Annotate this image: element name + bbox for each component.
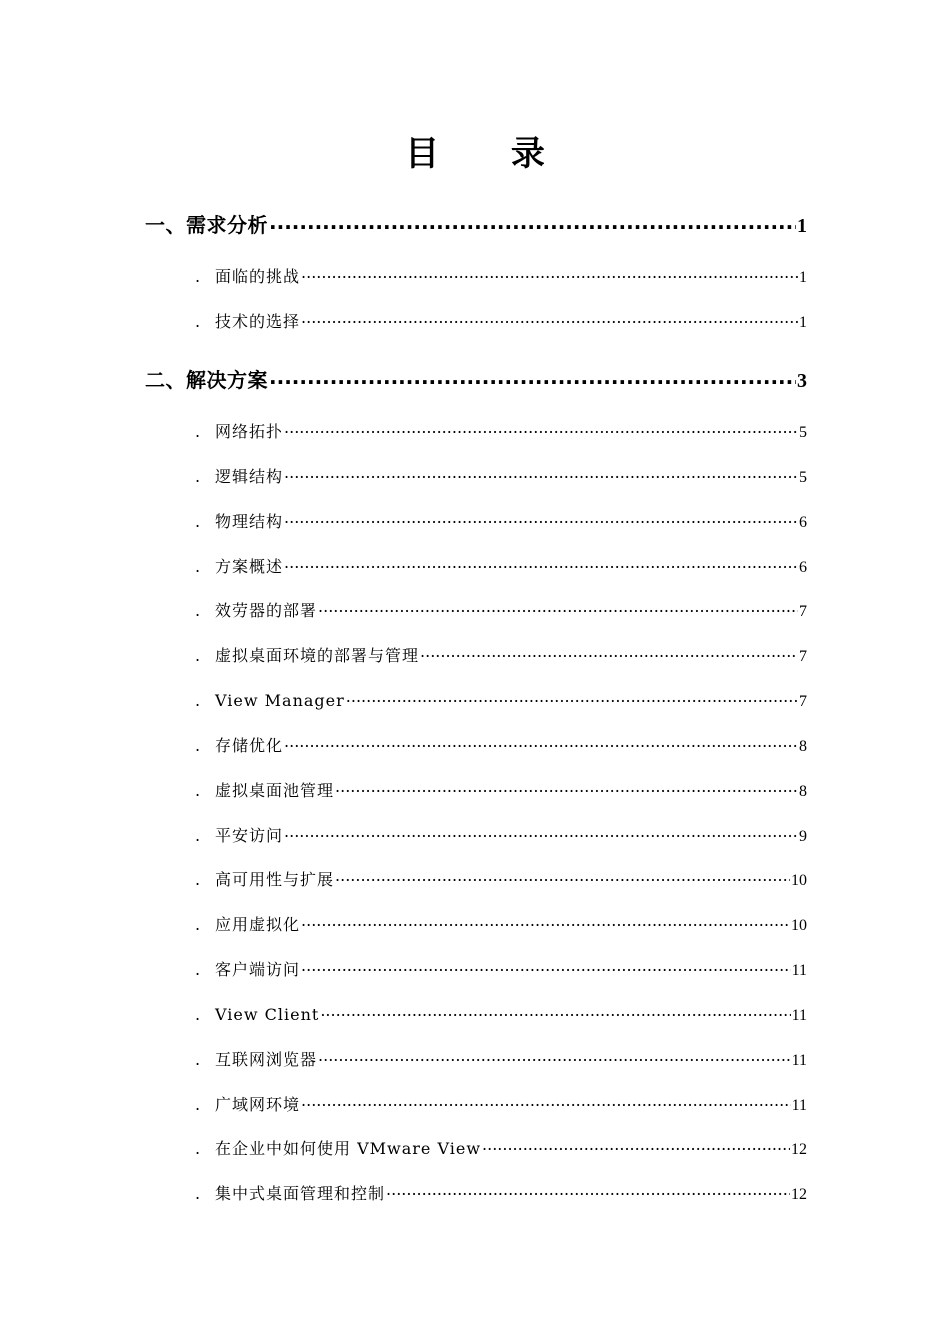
toc-entry[interactable] [195, 958, 807, 983]
toc-leader-dots [301, 1094, 791, 1110]
toc-bullet: . [195, 1139, 201, 1158]
toc-page-number: 6 [799, 559, 807, 576]
toc-page-number: 1 [797, 215, 807, 237]
toc-page-number: 3 [797, 370, 807, 392]
toc-entry-label: 网络拓扑 [215, 422, 284, 441]
toc-entry[interactable] [195, 1182, 807, 1207]
toc-entry-label: 逻辑结构 [215, 467, 284, 486]
toc-page-number: 1 [799, 314, 807, 331]
toc-page-number: 8 [799, 783, 807, 800]
toc-bullet: . [195, 267, 201, 286]
toc-leader-dots [346, 690, 798, 706]
toc-entry[interactable] [195, 779, 807, 804]
toc-leader-dots [284, 511, 798, 527]
toc-entry[interactable] [195, 689, 807, 714]
toc-bullet: . [195, 422, 201, 441]
toc-entry[interactable] [195, 310, 807, 335]
toc-entry[interactable] [195, 1003, 807, 1028]
toc-leader-dots [482, 1138, 790, 1154]
toc-leader-dots [318, 600, 798, 616]
toc-entry-label: View Manager [215, 691, 345, 710]
toc-leader-dots [301, 266, 798, 282]
toc-entry-label: 存储优化 [215, 736, 284, 755]
toc-bullet: . [195, 826, 201, 845]
toc-bullet: . [195, 1095, 201, 1114]
toc-entry[interactable] [195, 824, 807, 849]
toc-entry-section[interactable] [145, 211, 807, 240]
toc-bullet: . [195, 870, 201, 889]
toc-entry[interactable] [195, 734, 807, 759]
toc-leader-dots [284, 421, 798, 437]
toc-bullet: . [195, 1184, 201, 1203]
toc-entry-label: 高可用性与扩展 [215, 870, 335, 889]
toc-leader-dots [335, 780, 798, 796]
toc-entry-label: 应用虚拟化 [215, 915, 301, 934]
toc-page-number: 11 [791, 962, 807, 979]
toc-entry-label: 虚拟桌面环境的部署与管理 [215, 646, 420, 665]
toc-leader-dots [318, 1049, 791, 1065]
toc-bullet: . [195, 960, 201, 979]
toc-bullet: . [195, 601, 201, 620]
toc-page-number: 7 [799, 648, 807, 665]
toc-bullet: . [195, 557, 201, 576]
toc-bullet: . [195, 312, 201, 331]
toc-page-number: 5 [799, 469, 807, 486]
toc-page-number: 7 [799, 693, 807, 710]
toc-leader-dots [335, 869, 790, 885]
toc-leader-dots [301, 311, 798, 327]
toc-entry[interactable] [195, 1137, 807, 1162]
toc-entry-label: 集中式桌面管理和控制 [215, 1184, 386, 1203]
toc-page-number: 6 [799, 514, 807, 531]
toc-bullet: . [195, 646, 201, 665]
toc-entry-label: 互联网浏览器 [215, 1050, 318, 1069]
toc-page-number: 1 [799, 269, 807, 286]
toc-entry[interactable] [195, 913, 807, 938]
toc-entry[interactable] [195, 555, 807, 580]
toc-bullet: . [195, 781, 201, 800]
toc-page-number: 9 [799, 828, 807, 845]
toc-entry-label: 一、需求分析 [145, 213, 268, 237]
toc-leader-dots [269, 367, 796, 387]
toc-entry[interactable] [195, 1048, 807, 1073]
toc-entry-label: 物理结构 [215, 512, 284, 531]
toc-entry-label: 虚拟桌面池管理 [215, 781, 335, 800]
toc-leader-dots [301, 959, 791, 975]
toc-leader-dots [320, 1004, 790, 1020]
toc-entry-label: 广域网环境 [215, 1095, 301, 1114]
toc-entry-label: 二、解决方案 [145, 368, 268, 392]
toc-page-number: 12 [791, 1186, 807, 1203]
toc-entry-label: 在企业中如何使用 VMware View [215, 1139, 482, 1158]
toc-entry-label: 方案概述 [215, 557, 284, 576]
toc-entry-label: 效劳器的部署 [215, 601, 318, 620]
toc-page-number: 12 [791, 1141, 807, 1158]
toc-bullet: . [195, 691, 201, 710]
toc-page-number: 5 [799, 424, 807, 441]
toc-page-number: 11 [791, 1007, 807, 1024]
toc-bullet: . [195, 512, 201, 531]
toc-title: 目 录 [405, 134, 575, 174]
toc-entry-section[interactable] [145, 366, 807, 395]
toc-leader-dots [420, 645, 798, 661]
toc-leader-dots [284, 825, 798, 841]
toc-bullet: . [195, 1005, 201, 1024]
toc-entry[interactable] [195, 510, 807, 535]
toc-entry-label: 平安访问 [215, 826, 284, 845]
toc-entry-label: 客户端访问 [215, 960, 301, 979]
toc-entry[interactable] [195, 599, 807, 624]
toc-leader-dots [386, 1183, 790, 1199]
toc-bullet: . [195, 915, 201, 934]
toc-page-number: 11 [791, 1097, 807, 1114]
toc-page-number: 11 [791, 1052, 807, 1069]
toc-bullet: . [195, 736, 201, 755]
toc-entry-label: View Client [215, 1005, 320, 1024]
toc-entry[interactable] [195, 465, 807, 490]
toc-leader-dots [269, 212, 796, 232]
toc-page-number: 7 [799, 603, 807, 620]
toc-entry[interactable] [195, 420, 807, 445]
toc-entry[interactable] [195, 644, 807, 669]
toc-page-number: 10 [791, 872, 807, 889]
toc-entry[interactable] [195, 1093, 807, 1118]
toc-page-number: 10 [791, 917, 807, 934]
toc-entry-label: 面临的挑战 [215, 267, 301, 286]
toc-entry[interactable] [195, 868, 807, 893]
toc-entry-label: 技术的选择 [215, 312, 301, 331]
toc-leader-dots [284, 735, 798, 751]
toc-page-number: 8 [799, 738, 807, 755]
toc-entry[interactable] [195, 265, 807, 290]
toc-leader-dots [284, 466, 798, 482]
toc-leader-dots [301, 914, 790, 930]
toc-bullet: . [195, 1050, 201, 1069]
toc-bullet: . [195, 467, 201, 486]
toc-leader-dots [284, 556, 798, 572]
